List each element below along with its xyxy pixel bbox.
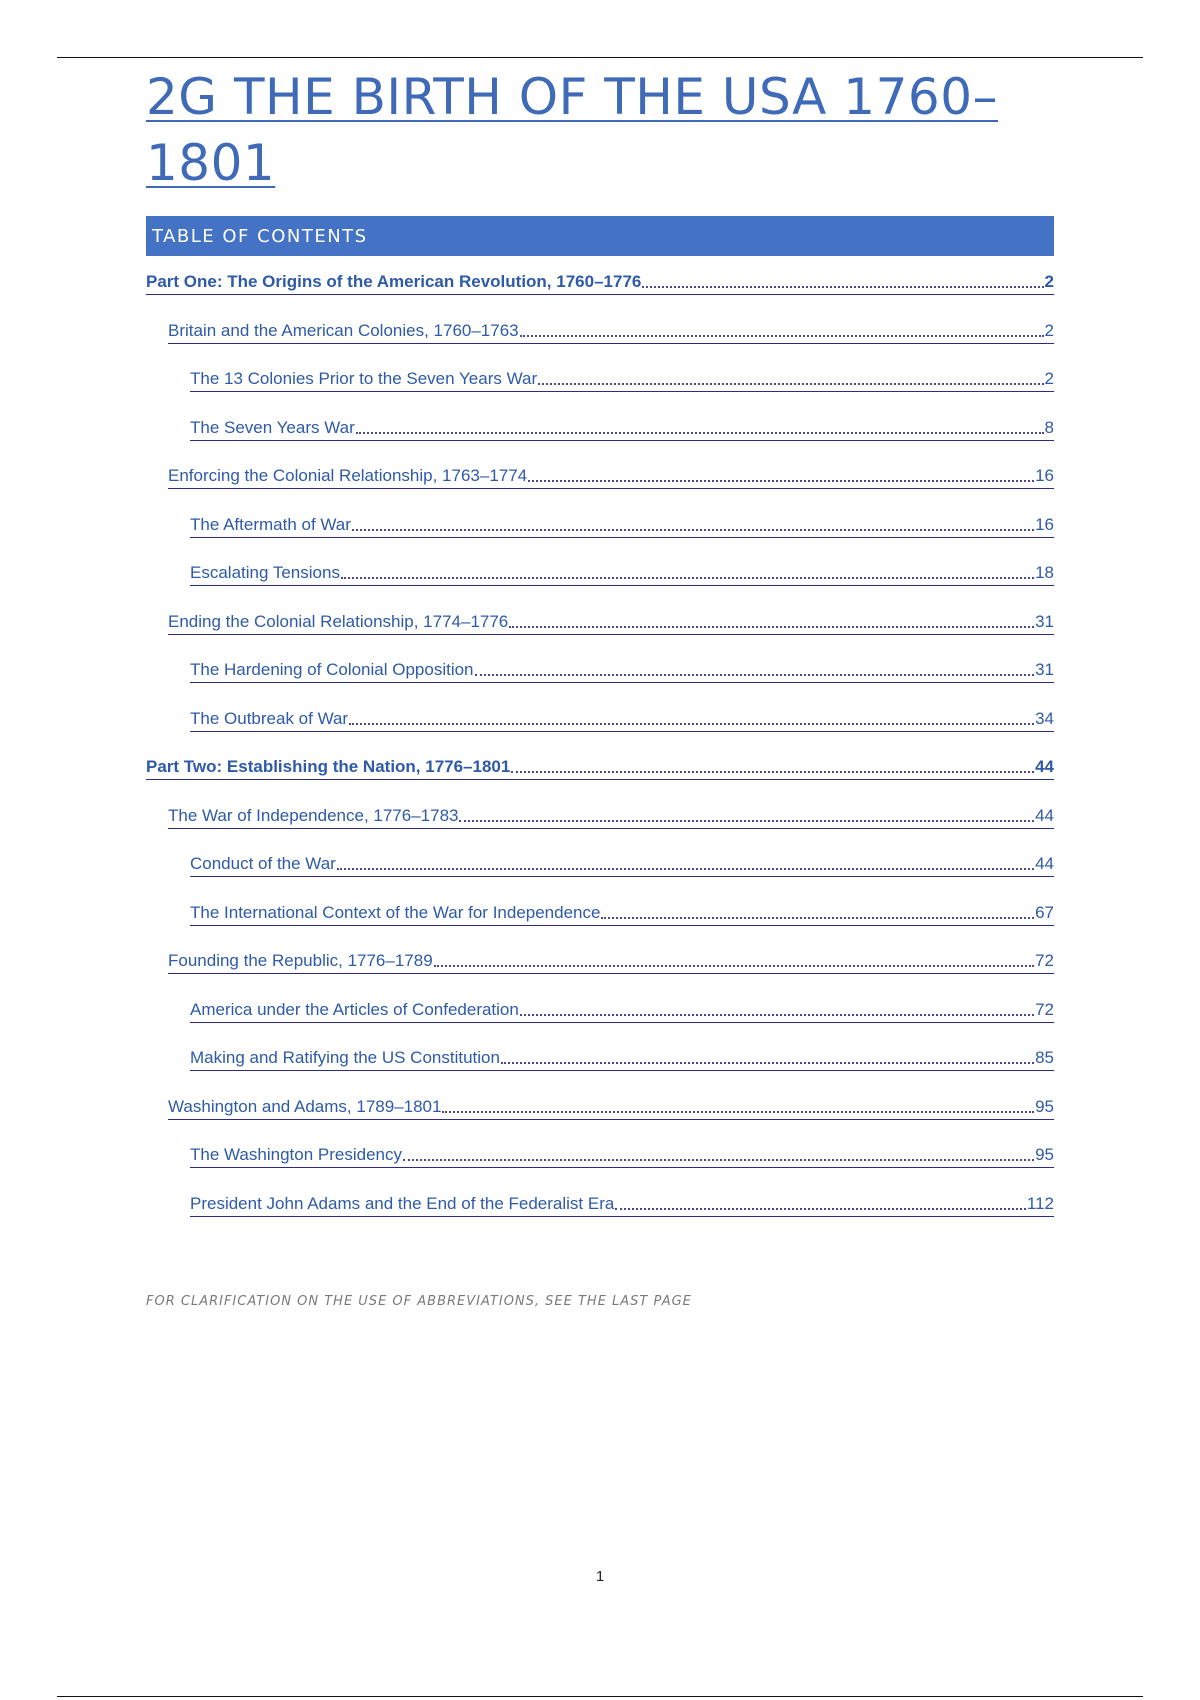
toc-entry	[146, 1087, 1054, 1136]
toc-dot-leader	[337, 868, 1034, 870]
toc-entry	[146, 699, 1054, 748]
toc-entry	[146, 262, 1054, 311]
toc-dot-leader	[442, 1111, 1034, 1113]
toc-link[interactable]	[168, 611, 1054, 635]
toc-dot-leader	[459, 820, 1034, 822]
toc-dot-leader	[352, 529, 1034, 531]
toc-entry	[146, 893, 1054, 942]
toc-page-number: 2	[1044, 272, 1054, 291]
toc-page-number: 95	[1035, 1096, 1054, 1116]
toc-link[interactable]	[190, 708, 1054, 732]
toc-entry-title: The War of Independence, 1776–1783	[168, 805, 459, 825]
toc-link[interactable]	[190, 999, 1054, 1023]
toc-entry	[146, 602, 1054, 651]
toc-page-number: 31	[1035, 611, 1054, 631]
toc-page-number: 44	[1035, 854, 1054, 873]
toc-entry	[146, 505, 1054, 554]
toc-entry-title: Part One: The Origins of the American Revolution, 1760–1776	[146, 272, 642, 291]
toc-dot-leader	[403, 1159, 1034, 1161]
toc-entry	[146, 553, 1054, 602]
toc-dot-leader	[434, 965, 1034, 967]
toc-entry-title: Escalating Tensions	[190, 563, 340, 582]
toc-entry	[146, 1135, 1054, 1184]
page-number: 1	[595, 1568, 605, 1585]
toc-entry-title: Making and Ratifying the US Constitution	[190, 1048, 500, 1067]
toc-entry	[146, 456, 1054, 505]
toc-link[interactable]	[190, 1144, 1054, 1168]
toc-entry-title: America under the Articles of Confederation	[190, 999, 519, 1019]
toc-link[interactable]	[168, 320, 1054, 344]
document-title	[146, 64, 1054, 196]
toc-entry	[146, 941, 1054, 990]
toc-link[interactable]	[146, 271, 1054, 295]
toc-entry	[146, 990, 1054, 1039]
toc-link[interactable]	[190, 514, 1054, 538]
table-of-contents	[146, 262, 1054, 1232]
toc-entry-title: Conduct of the War	[190, 854, 336, 873]
toc-entry-title: The Washington Presidency	[190, 1145, 402, 1164]
toc-page-number: 72	[1035, 999, 1054, 1019]
toc-page-number: 8	[1044, 417, 1054, 437]
toc-entry-title: President John Adams and the End of the Federalist Era	[190, 1193, 615, 1213]
toc-heading: TABLE OF CONTENTS	[146, 216, 1054, 256]
toc-entry	[146, 650, 1054, 699]
toc-page-number: 85	[1035, 1048, 1054, 1067]
toc-page-number: 31	[1035, 660, 1054, 679]
bottom-rule	[57, 1696, 1143, 1697]
toc-link[interactable]	[168, 465, 1054, 489]
toc-entry	[146, 796, 1054, 845]
toc-entry-title: Washington and Adams, 1789–1801	[168, 1096, 442, 1116]
toc-dot-leader	[538, 383, 1043, 385]
toc-dot-leader	[511, 771, 1034, 773]
toc-entry-title: Founding the Republic, 1776–1789	[168, 951, 433, 970]
toc-page-number: 34	[1035, 708, 1054, 728]
toc-page-number: 2	[1044, 320, 1054, 340]
toc-dot-leader	[615, 1208, 1026, 1210]
toc-entry-title: The International Context of the War for Independence	[190, 902, 601, 922]
document-body	[146, 64, 1054, 1232]
toc-link[interactable]	[190, 1193, 1054, 1217]
toc-link[interactable]	[168, 805, 1054, 829]
toc-link[interactable]	[190, 1047, 1054, 1071]
toc-dot-leader	[501, 1062, 1034, 1064]
toc-page-number: 16	[1035, 514, 1054, 534]
toc-page-number: 95	[1035, 1145, 1054, 1164]
toc-entry-title: The Outbreak of War	[190, 708, 349, 728]
toc-entry	[146, 311, 1054, 360]
document-title-text: 2G THE BIRTH OF THE USA 1760–1801	[146, 68, 998, 192]
toc-link[interactable]	[168, 950, 1054, 974]
toc-page-number: 16	[1035, 466, 1054, 485]
toc-entry-title: The Hardening of Colonial Opposition	[190, 660, 474, 679]
toc-entry	[146, 359, 1054, 408]
toc-entry	[146, 408, 1054, 457]
toc-entry-title: The Aftermath of War	[190, 514, 351, 534]
abbreviation-note: FOR CLARIFICATION ON THE USE OF ABBREVIATIONS, SEE THE LAST PAGE	[146, 1294, 692, 1309]
toc-dot-leader	[475, 674, 1035, 676]
toc-link[interactable]	[190, 368, 1054, 392]
toc-dot-leader	[341, 577, 1034, 579]
toc-dot-leader	[528, 480, 1034, 482]
toc-dot-leader	[509, 626, 1034, 628]
toc-page-number: 112	[1026, 1193, 1054, 1213]
top-rule	[57, 57, 1143, 58]
toc-link[interactable]	[190, 902, 1054, 926]
toc-entry-title: The 13 Colonies Prior to the Seven Years War	[190, 369, 538, 388]
toc-link[interactable]	[190, 417, 1054, 441]
toc-dot-leader	[520, 335, 1044, 337]
toc-entry	[146, 747, 1054, 796]
toc-entry-title: Part Two: Establishing the Nation, 1776–1801	[146, 757, 511, 776]
toc-dot-leader	[642, 286, 1043, 288]
toc-entry-title: Enforcing the Colonial Relationship, 1763–1774	[168, 466, 528, 485]
toc-link[interactable]	[190, 562, 1054, 586]
toc-page-number: 44	[1035, 757, 1054, 776]
toc-dot-leader	[349, 723, 1034, 725]
toc-entry	[146, 1184, 1054, 1233]
toc-entry-title: The Seven Years War	[190, 417, 355, 437]
toc-page-number: 67	[1035, 902, 1054, 922]
toc-link[interactable]	[168, 1096, 1054, 1120]
toc-entry-title: Ending the Colonial Relationship, 1774–1776	[168, 611, 509, 631]
toc-entry	[146, 844, 1054, 893]
toc-page-number: 18	[1035, 563, 1054, 582]
toc-link[interactable]	[190, 853, 1054, 877]
toc-dot-leader	[356, 432, 1044, 434]
toc-dot-leader	[601, 917, 1034, 919]
toc-link[interactable]	[146, 756, 1054, 780]
toc-page-number: 72	[1035, 951, 1054, 970]
toc-page-number: 44	[1035, 805, 1054, 825]
toc-entry	[146, 1038, 1054, 1087]
toc-link[interactable]	[190, 659, 1054, 683]
toc-entry-title: Britain and the American Colonies, 1760–1763	[168, 320, 519, 340]
toc-page-number: 2	[1044, 369, 1054, 388]
toc-dot-leader	[520, 1014, 1034, 1016]
